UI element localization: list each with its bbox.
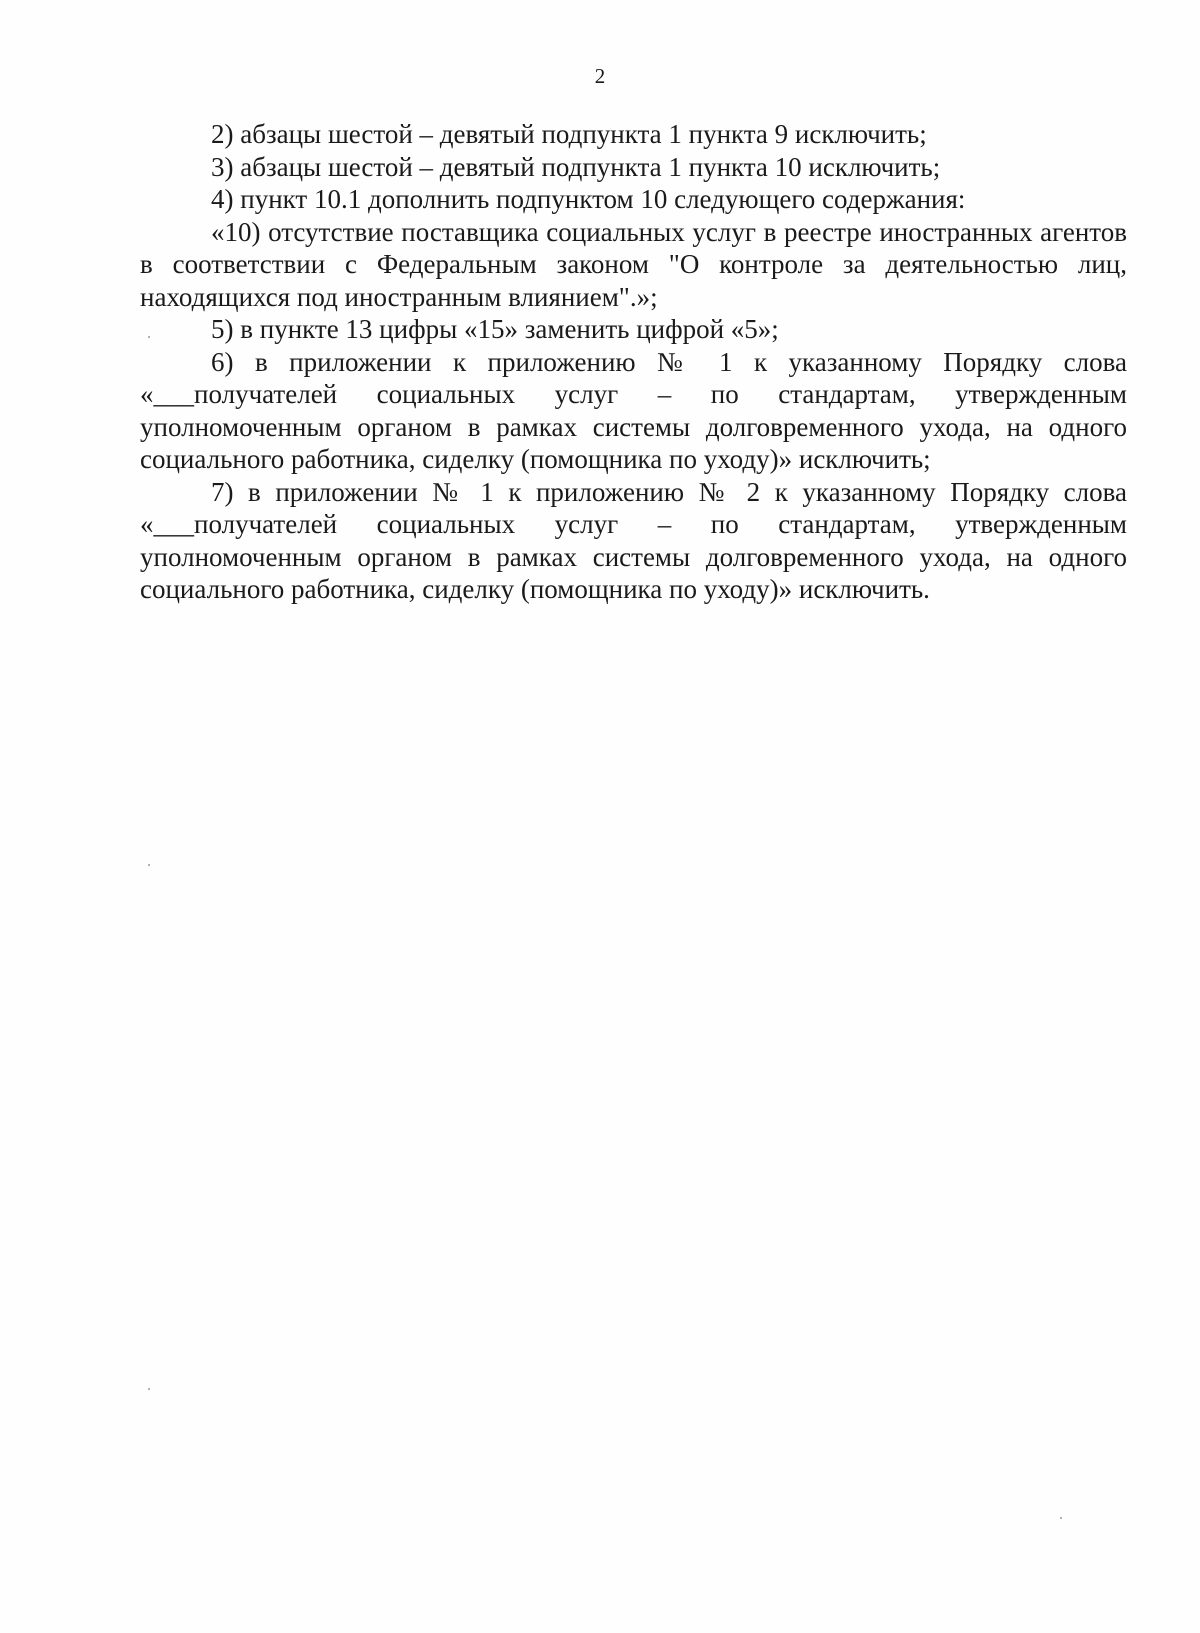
scan-speck — [148, 864, 150, 866]
paragraph-item-4-quote: «10) отсутствие поставщика социальных услуг в реестре иностранных агентов в соответствии с Федеральным законом "О контроле за деятельностью лиц, находящихся под иностранным влиянием".»; — [140, 216, 1127, 312]
page-number: 2 — [594, 64, 606, 88]
paragraph-item-4: 4) пункт 10.1 дополнить подпунктом 10 следующего содержания: — [211, 184, 966, 214]
paragraph-item-7: 7) в приложении № 1 к приложению № 2 к указанному Порядку слова «___получателей социальных услуг – по стандартам, утвержденным уполномоченным органом в рамках системы долговременного ухода, на одного социального работника, сиделку (помощника по уходу)» исключить. — [140, 476, 1127, 604]
document-body — [140, 118, 1127, 606]
scan-speck — [148, 1388, 150, 1390]
scan-speck — [1060, 1517, 1062, 1519]
scan-speck — [148, 336, 150, 338]
paragraph-item-6: 6) в приложении к приложению № 1 к указанному Порядку слова «___получателей социальных услуг – по стандартам, утвержденным уполномоченным органом в рамках системы долговременного ухода, на одного социального работника, сиделку (помощника по уходу)» исключить; — [140, 346, 1127, 474]
paragraph-item-2: 2) абзацы шестой – девятый подпункта 1 пункта 9 исключить; — [211, 119, 927, 149]
paragraph-item-5: 5) в пункте 13 цифры «15» заменить цифрой «5»; — [211, 314, 779, 344]
paragraph-item-3: 3) абзацы шестой – девятый подпункта 1 пункта 10 исключить; — [211, 151, 941, 182]
